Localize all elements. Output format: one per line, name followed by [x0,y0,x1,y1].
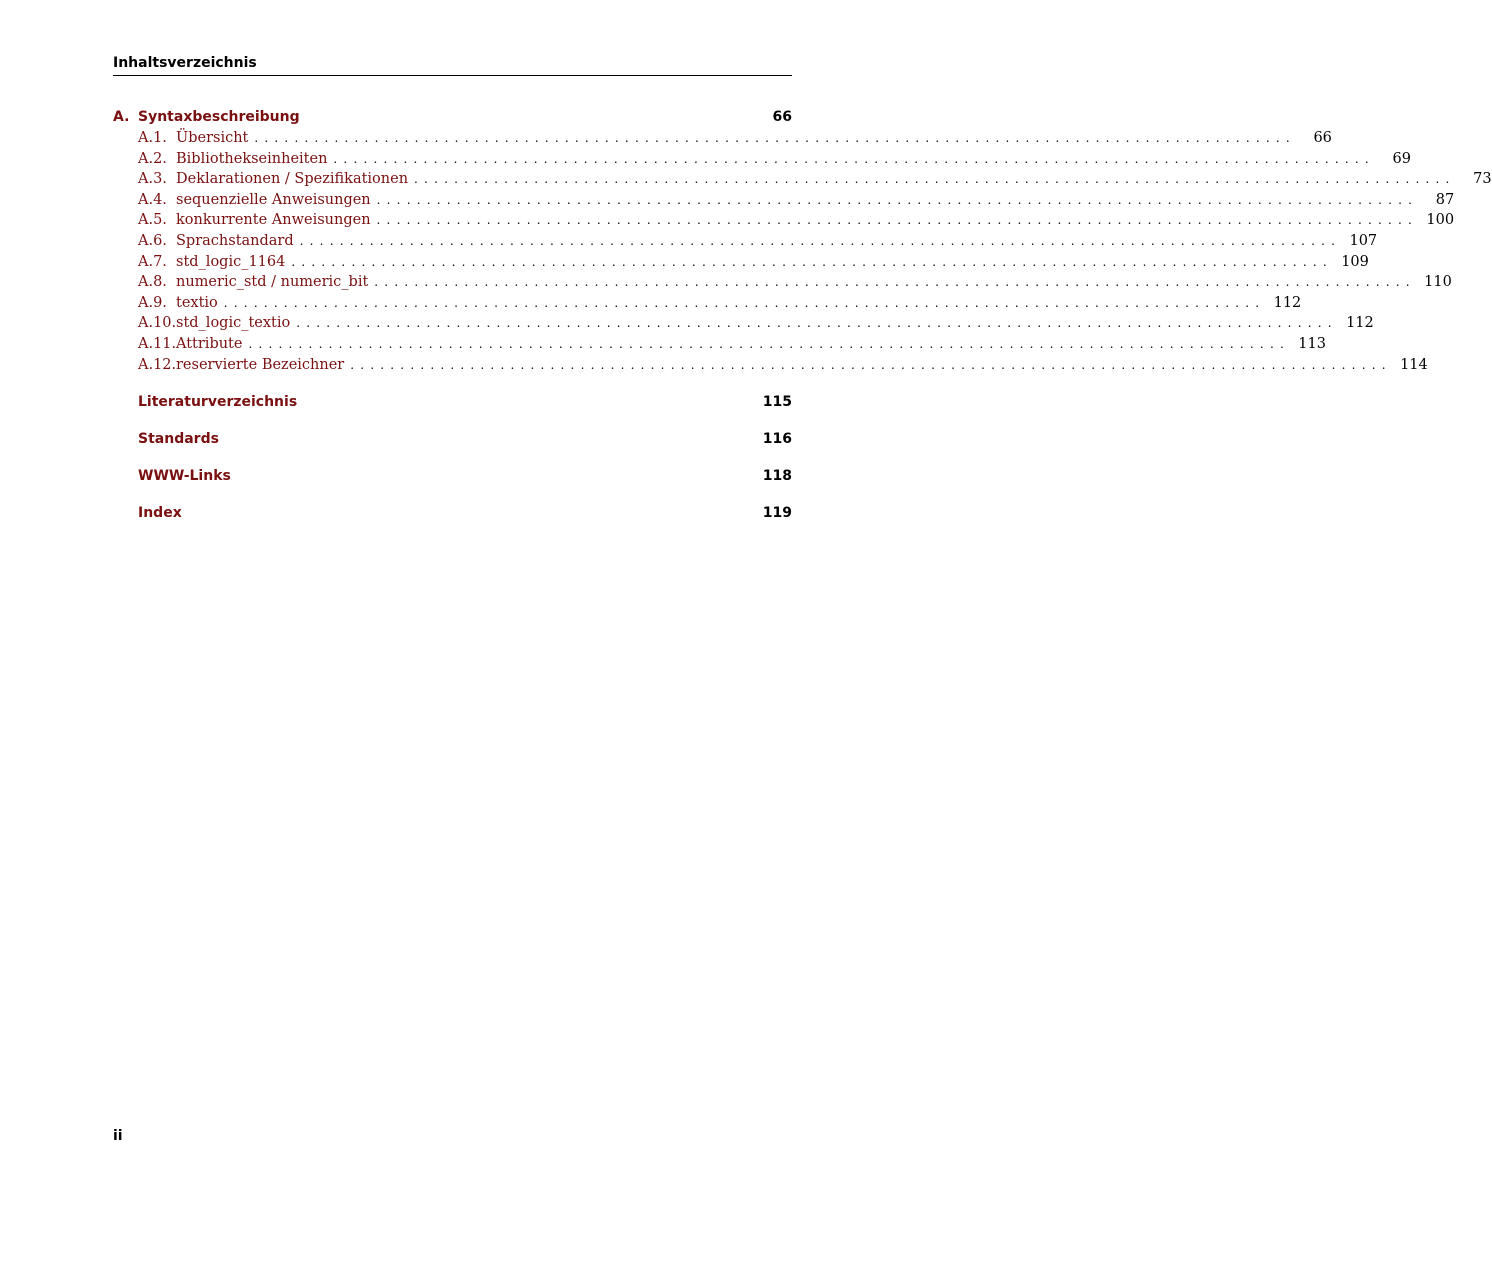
section-page: 66 [1313,130,1332,146]
chapter-title: Literaturverzeichnis [138,394,298,411]
toc-section-entry[interactable] [138,313,1374,334]
toc-section-entry[interactable] [138,128,1332,149]
toc-section-entry[interactable] [138,231,1378,252]
section-title: Übersicht [176,130,249,146]
section-number: A.12. [138,356,177,373]
section-number: A.7. [138,253,167,270]
section-number: A.8. [138,274,167,291]
section-page: 112 [1273,294,1302,311]
section-title: Deklarationen / Spezifikationen [176,171,409,188]
section-number: A.1. [138,130,167,146]
toc-section-entry[interactable] [138,149,1411,170]
toc-section-entry[interactable] [138,272,1452,293]
chapter-number: A. [113,109,130,125]
section-title: numeric_std / numeric_bit [176,274,369,291]
section-title: reservierte Bezeichner [176,356,345,373]
section-page: 73 [1473,171,1492,188]
section-page: 69 [1392,150,1411,167]
section-title: sequenzielle Anweisungen [176,191,371,208]
dot-leader: ........................................................................................................ [333,151,1375,166]
section-title: konkurrente Anweisungen [176,212,371,229]
section-number: A.10. [138,315,177,332]
dot-leader: ........................................................................................................ [376,213,1419,228]
dot-leader: ........................................................................................................ [350,357,1392,372]
running-header: Inhaltsverzeichnis [113,55,792,76]
section-page: 109 [1341,253,1369,270]
section-page: 100 [1426,212,1455,229]
section-page: 87 [1435,191,1455,208]
dot-leader: ........................................................................................................ [296,316,1338,331]
chapter-title: Syntaxbeschreibung [138,109,300,125]
section-page: 114 [1400,356,1428,373]
toc-section-entry[interactable] [138,334,1326,355]
section-page: 113 [1298,335,1326,352]
chapter-title: WWW-Links [138,468,231,485]
page-number: ii [113,1128,123,1144]
section-number: A.3. [138,171,167,188]
dot-leader: ........................................................................................................ [291,254,1333,269]
section-number: A.6. [138,232,167,249]
chapter-page: 119 [762,505,792,522]
dot-leader: ........................................................................................................ [254,131,1296,145]
chapter-page: 115 [762,394,792,411]
section-number: A.5. [138,212,167,229]
toc-section-entry[interactable] [138,169,1492,190]
section-title: textio [176,294,218,311]
toc-chapter-a[interactable] [113,107,792,127]
section-title: std_logic_1164 [176,253,286,270]
toc-section-entry[interactable] [138,190,1455,211]
toc-section-entry[interactable] [138,293,1302,314]
toc-chapter-www-links[interactable] [113,466,792,486]
dot-leader: ........................................................................................................ [376,192,1419,207]
section-page: 110 [1424,274,1452,291]
chapter-page: 66 [772,109,792,125]
section-title: Attribute [176,335,243,352]
section-page: 112 [1346,315,1374,332]
dot-leader: ........................................................................................................ [223,295,1266,310]
section-number: A.11. [138,335,177,352]
section-number: A.4. [138,191,167,208]
chapter-title: Index [138,505,182,522]
chapter-page: 118 [762,468,792,485]
section-title: Bibliothekseinheiten [176,150,328,167]
dot-leader: ........................................................................................................ [299,233,1342,248]
toc-section-entry[interactable] [138,355,1428,376]
section-page: 107 [1349,232,1378,249]
table-of-contents [113,107,1492,523]
toc-chapter-standards[interactable] [113,429,792,449]
section-title: Sprachstandard [176,232,294,249]
section-list [138,128,1492,375]
dot-leader: ........................................................................................................ [374,275,1416,290]
toc-section-entry[interactable] [138,210,1455,231]
section-number: A.2. [138,150,167,167]
section-number: A.9. [138,294,167,311]
toc-chapter-index[interactable] [113,503,792,523]
chapter-title: Standards [138,431,219,448]
dot-leader: ........................................................................................................ [248,336,1290,351]
toc-section-entry[interactable] [138,252,1369,273]
dot-leader: ........................................................................................................ [414,172,1456,187]
toc-chapter-literaturverzeichnis[interactable] [113,392,792,412]
section-title: std_logic_textio [176,315,291,332]
chapter-page: 116 [762,431,792,448]
